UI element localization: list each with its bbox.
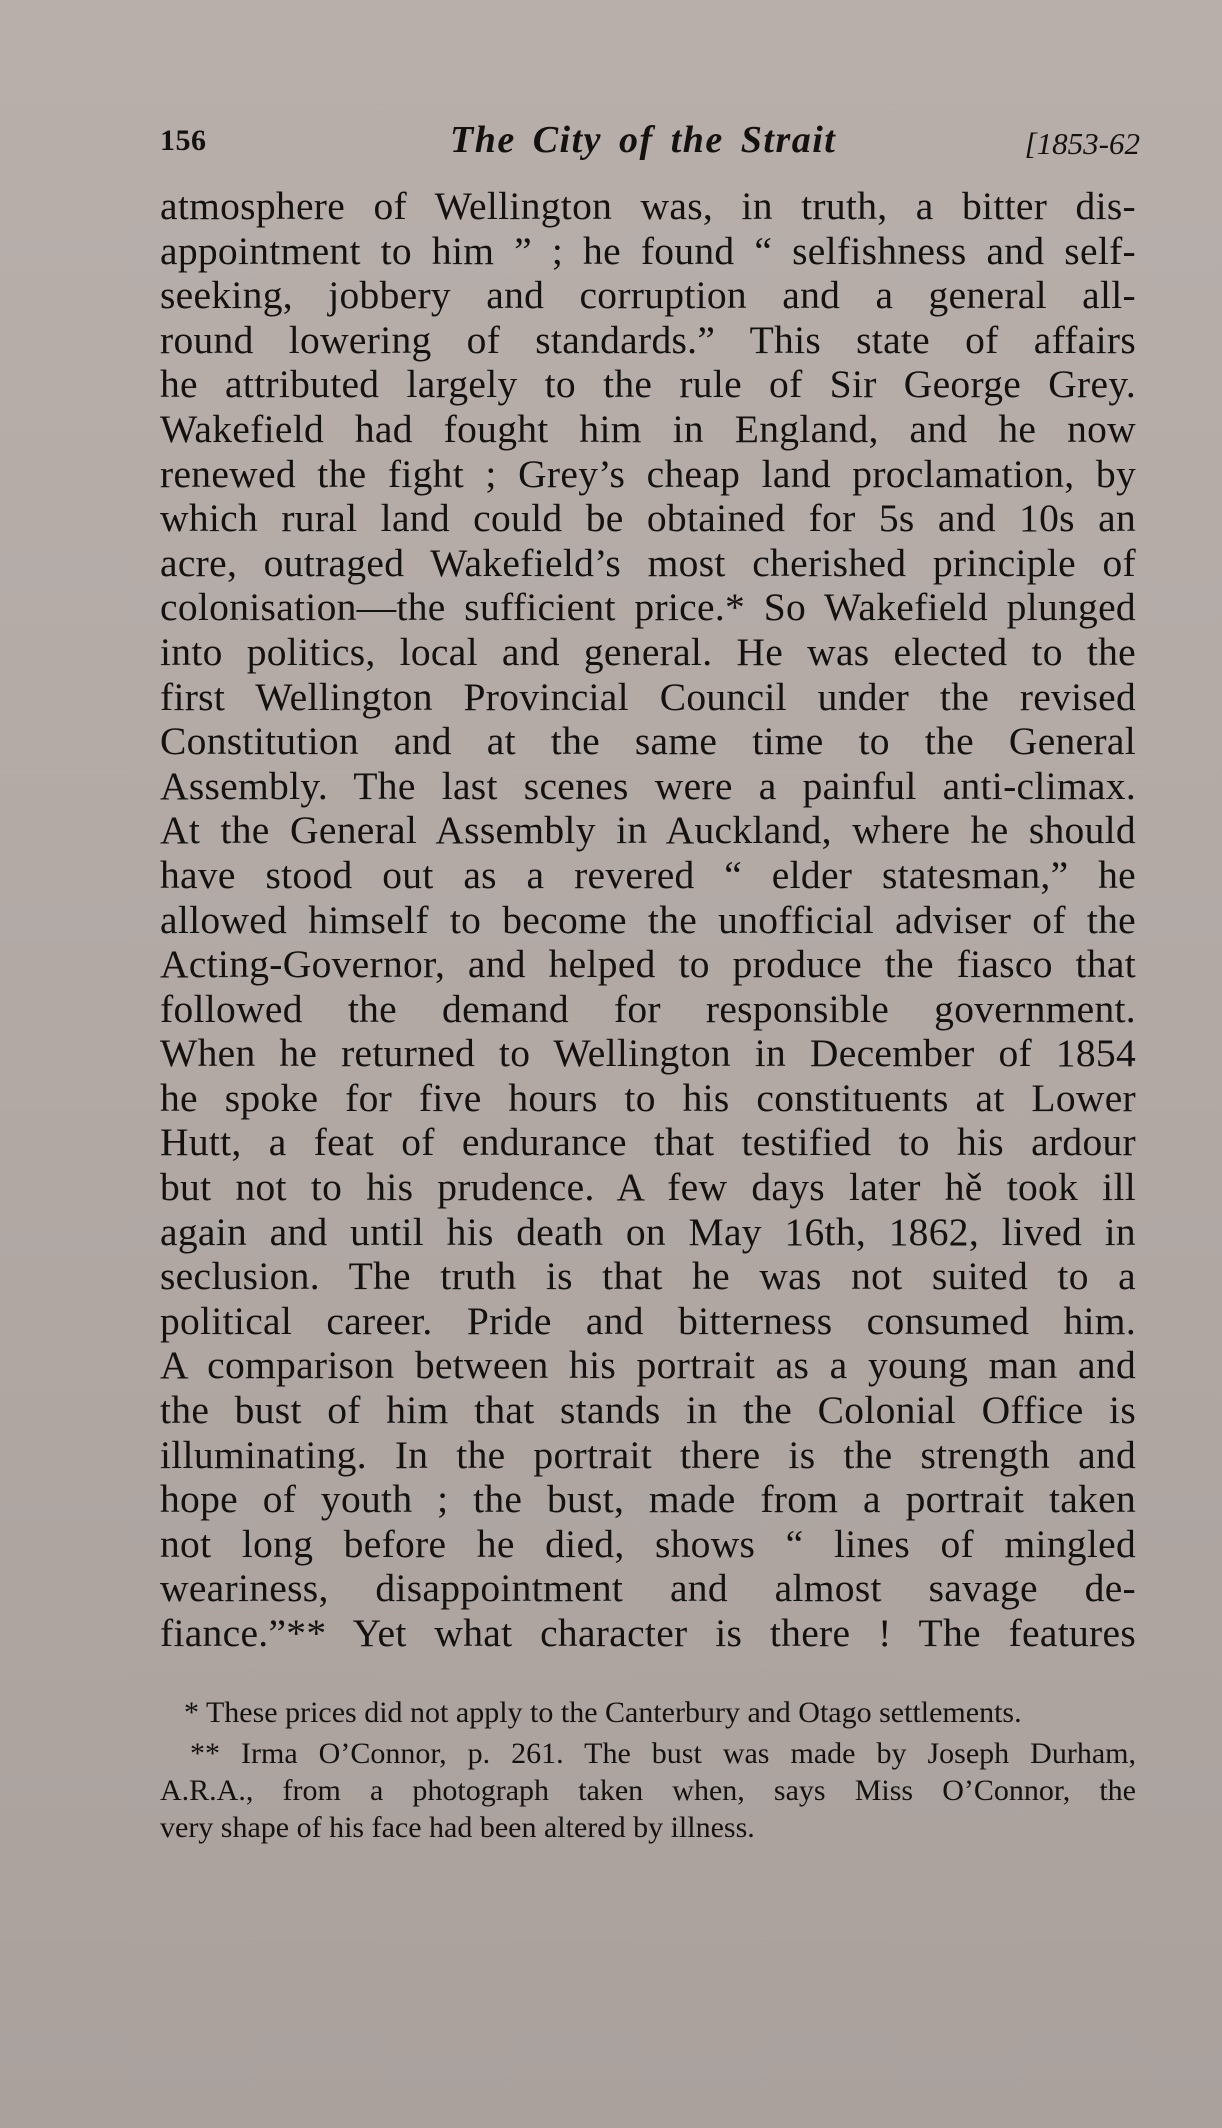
text-line: which rural land could be obtained for 5s and 10s an (160, 496, 1136, 541)
text-line: into politics, local and general. He was elected to the (160, 629, 1136, 674)
text-line: first Wellington Provincial Council under the revised (160, 674, 1136, 719)
text-line: Constitution and at the same time to the General (160, 719, 1136, 764)
running-title: The City of the Strait (450, 119, 837, 161)
text-line: he attributed largely to the rule of Sir George Grey. (160, 362, 1136, 407)
text-line: A comparison between his portrait as a young man and (160, 1343, 1136, 1388)
text-line: he spoke for five hours to his constituents at Lower (160, 1075, 1136, 1120)
text-line: but not to his prudence. A few days later hě took ill (160, 1165, 1136, 1210)
footnote-2-continued: A.R.A., from a photograph taken when, says Miss O’Connor, the (160, 1774, 1136, 1807)
text-line: colonisation—the sufficient price.* So Wakefield plunged (160, 585, 1136, 630)
text-line: Acting-Governor, and helped to produce the fiasco that (160, 942, 1136, 987)
text-line: seeking, jobbery and corruption and a general all- (160, 273, 1136, 318)
text-line: illuminating. In the portrait there is the strength and (160, 1432, 1136, 1477)
text-line: political career. Pride and bitterness consumed him. (160, 1298, 1136, 1343)
text-line: the bust of him that stands in the Colonial Office is (160, 1388, 1136, 1433)
text-line: followed the demand for responsible government. (160, 986, 1136, 1031)
body-paragraph (160, 184, 1136, 1656)
footnote-2-end: very shape of his face had been altered by illness. (160, 1811, 755, 1844)
text-line: acre, outraged Wakefield’s most cherished principle of (160, 540, 1136, 585)
text-line: have stood out as a revered “ elder statesman,” he (160, 852, 1136, 897)
footnote-2: ** Irma O’Connor, p. 261. The bust was made by Joseph Durham, (190, 1737, 1136, 1770)
text-line: round lowering of standards.” This state of affairs (160, 317, 1136, 362)
text-line: Hutt, a feat of endurance that testified to his ardour (160, 1120, 1136, 1165)
text-line: When he returned to Wellington in December of 1854 (160, 1031, 1136, 1076)
text-line: appointment to him ” ; he found “ selfishness and self- (160, 228, 1136, 273)
text-line: Assembly. The last scenes were a painful anti-climax. (160, 763, 1136, 808)
text-line: again and until his death on May 16th, 1862, lived in (160, 1209, 1136, 1254)
text-line: fiance.”** Yet what character is there ! The features (160, 1611, 1136, 1655)
text-line: hope of youth ; the bust, made from a portrait taken (160, 1477, 1136, 1522)
footnote-1: * These prices did not apply to the Canterbury and Otago settlements. (184, 1696, 1022, 1729)
text-line: Wakefield had fought him in England, and he now (160, 406, 1136, 451)
text-line: weariness, disappointment and almost savage de- (160, 1566, 1136, 1611)
date-range: [1853-62 (1024, 126, 1140, 161)
text-line: At the General Assembly in Auckland, where he should (160, 808, 1136, 853)
text-line: seclusion. The truth is that he was not suited to a (160, 1254, 1136, 1299)
text-line: atmosphere of Wellington was, in truth, a bitter dis- (160, 184, 1136, 228)
footnotes (160, 1694, 1136, 1846)
text-line: renewed the fight ; Grey’s cheap land proclamation, by (160, 451, 1136, 496)
text-line: allowed himself to become the unofficial adviser of the (160, 897, 1136, 942)
page-number: 156 (160, 124, 207, 157)
text-line: not long before he died, shows “ lines of mingled (160, 1521, 1136, 1566)
running-head (160, 118, 1140, 174)
